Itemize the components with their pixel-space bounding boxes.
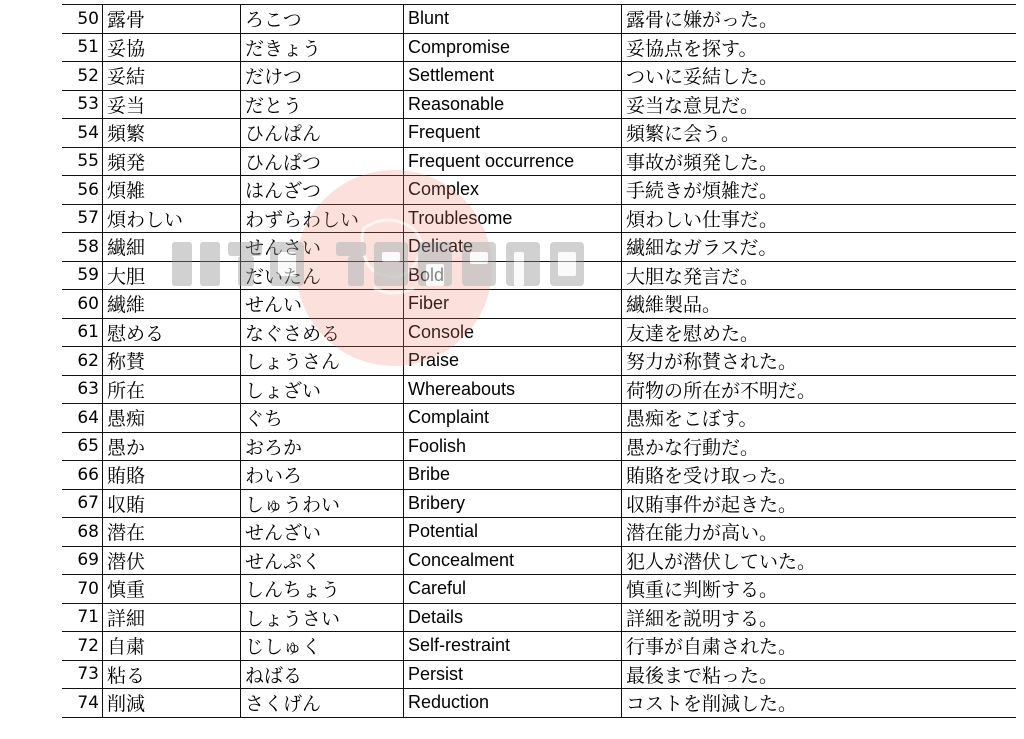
kanji-cell: 妥協 bbox=[103, 33, 241, 62]
vocabulary-table-body bbox=[62, 5, 1016, 718]
example-cell: 行事が自粛された。 bbox=[622, 632, 1017, 661]
kanji-cell: 繊維 bbox=[103, 290, 241, 319]
english-cell: Careful bbox=[404, 575, 622, 604]
vocabulary-sheet bbox=[62, 4, 1016, 718]
reading-cell: せんざい bbox=[241, 518, 404, 547]
table-row bbox=[62, 147, 1016, 176]
table-row bbox=[62, 518, 1016, 547]
example-cell: 荷物の所在が不明だ。 bbox=[622, 375, 1017, 404]
english-cell: Foolish bbox=[404, 432, 622, 461]
example-cell: コストを削減した。 bbox=[622, 689, 1017, 718]
example-cell: 妥協点を探す。 bbox=[622, 33, 1017, 62]
kanji-cell: 詳細 bbox=[103, 603, 241, 632]
reading-cell: だきょう bbox=[241, 33, 404, 62]
row-number: 68 bbox=[62, 518, 103, 547]
reading-cell: しょうさい bbox=[241, 603, 404, 632]
reading-cell: しょうさん bbox=[241, 347, 404, 376]
kanji-cell: 潜在 bbox=[103, 518, 241, 547]
english-cell: Complex bbox=[404, 176, 622, 205]
reading-cell: だとう bbox=[241, 90, 404, 119]
reading-cell: さくげん bbox=[241, 689, 404, 718]
table-row bbox=[62, 689, 1016, 718]
english-cell: Praise bbox=[404, 347, 622, 376]
reading-cell: だけつ bbox=[241, 62, 404, 91]
reading-cell: はんざつ bbox=[241, 176, 404, 205]
kanji-cell: 自粛 bbox=[103, 632, 241, 661]
kanji-cell: 慎重 bbox=[103, 575, 241, 604]
kanji-cell: 収賄 bbox=[103, 489, 241, 518]
table-row bbox=[62, 318, 1016, 347]
english-cell: Console bbox=[404, 318, 622, 347]
table-row bbox=[62, 546, 1016, 575]
example-cell: 潜在能力が高い。 bbox=[622, 518, 1017, 547]
english-cell: Complaint bbox=[404, 404, 622, 433]
kanji-cell: 煩わしい bbox=[103, 204, 241, 233]
example-cell: 努力が称賛された。 bbox=[622, 347, 1017, 376]
reading-cell: せんさい bbox=[241, 233, 404, 262]
reading-cell: しんちょう bbox=[241, 575, 404, 604]
row-number: 58 bbox=[62, 233, 103, 262]
reading-cell: じしゅく bbox=[241, 632, 404, 661]
english-cell: Whereabouts bbox=[404, 375, 622, 404]
example-cell: 繊維製品。 bbox=[622, 290, 1017, 319]
row-number: 66 bbox=[62, 461, 103, 490]
vocabulary-table bbox=[62, 4, 1016, 718]
table-row bbox=[62, 660, 1016, 689]
example-cell: 賄賂を受け取った。 bbox=[622, 461, 1017, 490]
example-cell: 大胆な発言だ。 bbox=[622, 261, 1017, 290]
kanji-cell: 賄賂 bbox=[103, 461, 241, 490]
reading-cell: わいろ bbox=[241, 461, 404, 490]
kanji-cell: 繊細 bbox=[103, 233, 241, 262]
reading-cell: せんぷく bbox=[241, 546, 404, 575]
english-cell: Fiber bbox=[404, 290, 622, 319]
row-number: 57 bbox=[62, 204, 103, 233]
row-number: 72 bbox=[62, 632, 103, 661]
reading-cell: しゅうわい bbox=[241, 489, 404, 518]
english-cell: Bribe bbox=[404, 461, 622, 490]
table-row bbox=[62, 575, 1016, 604]
english-cell: Details bbox=[404, 603, 622, 632]
table-row bbox=[62, 632, 1016, 661]
row-number: 69 bbox=[62, 546, 103, 575]
reading-cell: せんい bbox=[241, 290, 404, 319]
row-number: 55 bbox=[62, 147, 103, 176]
kanji-cell: 潜伏 bbox=[103, 546, 241, 575]
example-cell: ついに妥結した。 bbox=[622, 62, 1017, 91]
english-cell: Compromise bbox=[404, 33, 622, 62]
reading-cell: おろか bbox=[241, 432, 404, 461]
kanji-cell: 所在 bbox=[103, 375, 241, 404]
example-cell: 詳細を説明する。 bbox=[622, 603, 1017, 632]
table-row bbox=[62, 90, 1016, 119]
example-cell: 最後まで粘った。 bbox=[622, 660, 1017, 689]
reading-cell: ねばる bbox=[241, 660, 404, 689]
example-cell: 事故が頻発した。 bbox=[622, 147, 1017, 176]
row-number: 73 bbox=[62, 660, 103, 689]
example-cell: 愚かな行動だ。 bbox=[622, 432, 1017, 461]
table-row bbox=[62, 261, 1016, 290]
table-row bbox=[62, 461, 1016, 490]
english-cell: Reasonable bbox=[404, 90, 622, 119]
row-number: 64 bbox=[62, 404, 103, 433]
english-cell: Bribery bbox=[404, 489, 622, 518]
row-number: 74 bbox=[62, 689, 103, 718]
kanji-cell: 妥当 bbox=[103, 90, 241, 119]
row-number: 56 bbox=[62, 176, 103, 205]
table-row bbox=[62, 375, 1016, 404]
table-row bbox=[62, 176, 1016, 205]
row-number: 54 bbox=[62, 119, 103, 148]
reading-cell: わずらわしい bbox=[241, 204, 404, 233]
table-row bbox=[62, 233, 1016, 262]
kanji-cell: 慰める bbox=[103, 318, 241, 347]
example-cell: 妥当な意見だ。 bbox=[622, 90, 1017, 119]
table-row bbox=[62, 489, 1016, 518]
english-cell: Frequent bbox=[404, 119, 622, 148]
table-row bbox=[62, 5, 1016, 34]
example-cell: 愚痴をこぼす。 bbox=[622, 404, 1017, 433]
row-number: 53 bbox=[62, 90, 103, 119]
kanji-cell: 愚か bbox=[103, 432, 241, 461]
kanji-cell: 称賛 bbox=[103, 347, 241, 376]
english-cell: Self-restraint bbox=[404, 632, 622, 661]
kanji-cell: 頻繁 bbox=[103, 119, 241, 148]
english-cell: Bold bbox=[404, 261, 622, 290]
row-number: 50 bbox=[62, 5, 103, 34]
english-cell: Troublesome bbox=[404, 204, 622, 233]
english-cell: Frequent occurrence bbox=[404, 147, 622, 176]
english-cell: Blunt bbox=[404, 5, 622, 34]
row-number: 51 bbox=[62, 33, 103, 62]
example-cell: 慎重に判断する。 bbox=[622, 575, 1017, 604]
table-row bbox=[62, 290, 1016, 319]
row-number: 60 bbox=[62, 290, 103, 319]
example-cell: 露骨に嫌がった。 bbox=[622, 5, 1017, 34]
table-row bbox=[62, 62, 1016, 91]
reading-cell: しょざい bbox=[241, 375, 404, 404]
table-row bbox=[62, 603, 1016, 632]
example-cell: 頻繁に会う。 bbox=[622, 119, 1017, 148]
reading-cell: だいたん bbox=[241, 261, 404, 290]
example-cell: 犯人が潜伏していた。 bbox=[622, 546, 1017, 575]
english-cell: Delicate bbox=[404, 233, 622, 262]
example-cell: 煩わしい仕事だ。 bbox=[622, 204, 1017, 233]
reading-cell: ぐち bbox=[241, 404, 404, 433]
row-number: 52 bbox=[62, 62, 103, 91]
english-cell: Reduction bbox=[404, 689, 622, 718]
kanji-cell: 妥結 bbox=[103, 62, 241, 91]
example-cell: 友達を慰めた。 bbox=[622, 318, 1017, 347]
row-number: 70 bbox=[62, 575, 103, 604]
table-row bbox=[62, 204, 1016, 233]
table-row bbox=[62, 119, 1016, 148]
example-cell: 収賄事件が起きた。 bbox=[622, 489, 1017, 518]
table-row bbox=[62, 33, 1016, 62]
english-cell: Concealment bbox=[404, 546, 622, 575]
reading-cell: ろこつ bbox=[241, 5, 404, 34]
example-cell: 手続きが煩雑だ。 bbox=[622, 176, 1017, 205]
row-number: 63 bbox=[62, 375, 103, 404]
example-cell: 繊細なガラスだ。 bbox=[622, 233, 1017, 262]
row-number: 59 bbox=[62, 261, 103, 290]
reading-cell: なぐさめる bbox=[241, 318, 404, 347]
reading-cell: ひんぱつ bbox=[241, 147, 404, 176]
row-number: 61 bbox=[62, 318, 103, 347]
english-cell: Settlement bbox=[404, 62, 622, 91]
kanji-cell: 頻発 bbox=[103, 147, 241, 176]
row-number: 65 bbox=[62, 432, 103, 461]
table-row bbox=[62, 347, 1016, 376]
english-cell: Persist bbox=[404, 660, 622, 689]
kanji-cell: 削減 bbox=[103, 689, 241, 718]
reading-cell: ひんぱん bbox=[241, 119, 404, 148]
kanji-cell: 愚痴 bbox=[103, 404, 241, 433]
kanji-cell: 露骨 bbox=[103, 5, 241, 34]
row-number: 71 bbox=[62, 603, 103, 632]
english-cell: Potential bbox=[404, 518, 622, 547]
row-number: 62 bbox=[62, 347, 103, 376]
kanji-cell: 粘る bbox=[103, 660, 241, 689]
table-row bbox=[62, 404, 1016, 433]
table-row bbox=[62, 432, 1016, 461]
kanji-cell: 煩雑 bbox=[103, 176, 241, 205]
kanji-cell: 大胆 bbox=[103, 261, 241, 290]
row-number: 67 bbox=[62, 489, 103, 518]
